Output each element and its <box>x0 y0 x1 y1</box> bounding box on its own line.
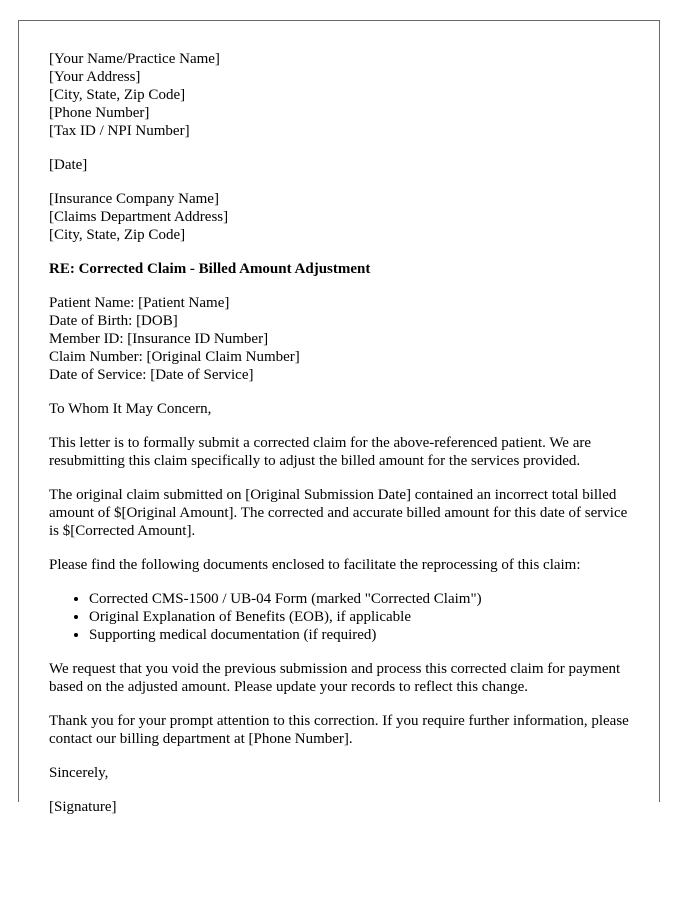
sender-city-state-zip: [City, State, Zip Code] <box>49 87 186 103</box>
sender-block <box>49 50 639 140</box>
recipient-address: [Claims Department Address] <box>49 209 229 225</box>
date-block <box>49 156 639 174</box>
paragraph-enclosures-intro: Please find the following documents enclosed to facilitate the reprocessing of this claim: <box>49 557 581 573</box>
paragraph-amount: The original claim submitted on [Original Submission Date] contained an incorrect total billed amount of $[Original Amount]. The corrected and accurate billed amount for this date of service is $[Corrected Amount]. <box>49 487 628 539</box>
patient-name: Patient Name: [Patient Name] <box>49 295 230 311</box>
sender-tax-id: [Tax ID / NPI Number] <box>49 123 190 139</box>
subject-line: RE: Corrected Claim - Billed Amount Adjustment <box>49 261 371 277</box>
sender-address: [Your Address] <box>49 69 141 85</box>
patient-info-block <box>49 294 639 384</box>
salutation: To Whom It May Concern, <box>49 401 212 417</box>
signature: [Signature] <box>49 799 117 815</box>
paragraph-thanks: Thank you for your prompt attention to this correction. If you require further information, please contact our billing department at [Phone Number]. <box>49 713 629 747</box>
patient-member-id: Member ID: [Insurance ID Number] <box>49 331 269 347</box>
paragraph-request: We request that you void the previous submission and process this corrected claim for payment based on the adjusted amount. Please update your records to reflect this change. <box>49 661 621 695</box>
recipient-city-state-zip: [City, State, Zip Code] <box>49 227 186 243</box>
letter-content <box>49 50 639 832</box>
sender-name: [Your Name/Practice Name] <box>49 51 220 67</box>
letter-date: [Date] <box>49 157 88 173</box>
patient-claim-number: Claim Number: [Original Claim Number] <box>49 349 300 365</box>
paragraph-intro: This letter is to formally submit a corrected claim for the above-referenced patient. We are resubmitting this claim specifically to adjust the billed amount for the services provided. <box>49 435 592 469</box>
list-item: • Original Explanation of Benefits (EOB), if applicable <box>89 608 639 626</box>
enclosures-list <box>49 590 639 644</box>
closing: Sincerely, <box>49 765 109 781</box>
patient-dob: Date of Birth: [DOB] <box>49 313 178 329</box>
patient-date-of-service: Date of Service: [Date of Service] <box>49 367 254 383</box>
recipient-company: [Insurance Company Name] <box>49 191 219 207</box>
sender-phone: [Phone Number] <box>49 105 150 121</box>
list-item: • Supporting medical documentation (if required) <box>89 626 639 644</box>
letter-page <box>18 20 660 815</box>
list-item: • Corrected CMS-1500 / UB-04 Form (marked "Corrected Claim") <box>89 590 639 608</box>
recipient-block <box>49 190 639 244</box>
